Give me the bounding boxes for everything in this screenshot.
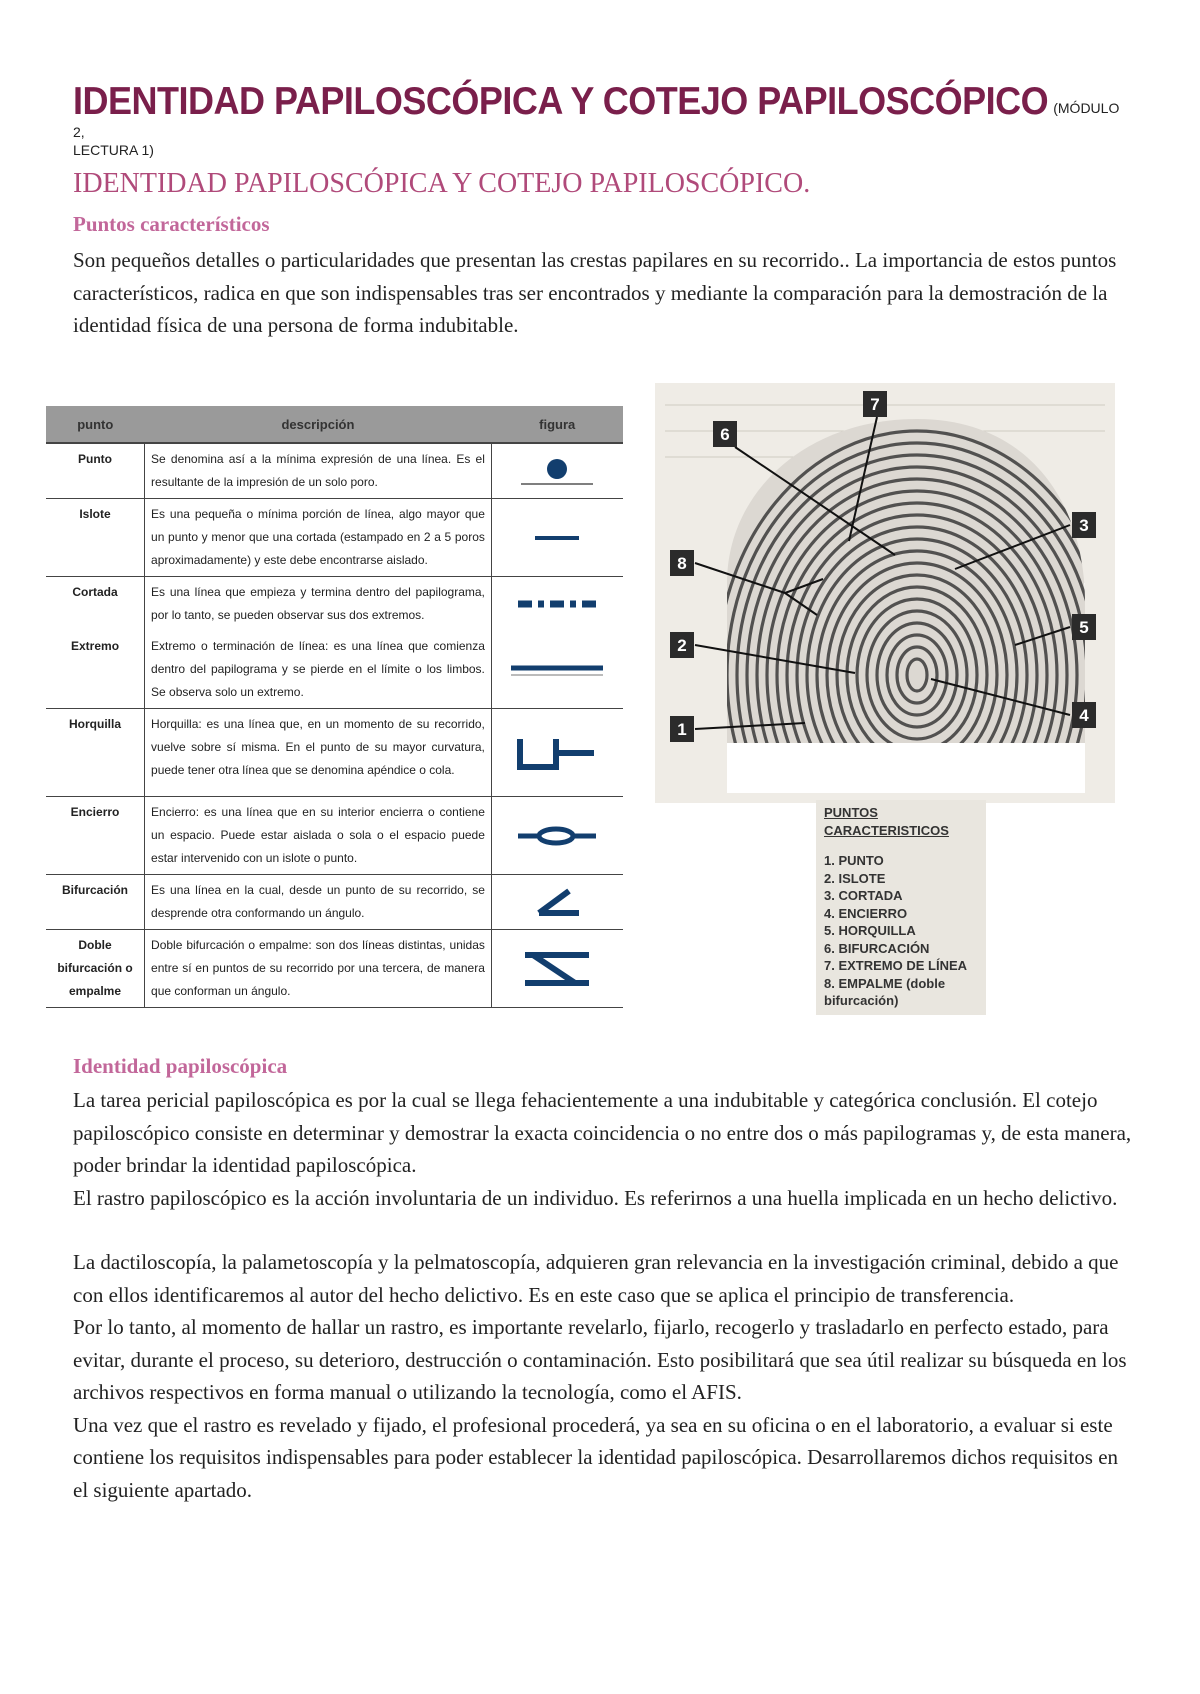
marker-label: 5 [1079,618,1089,637]
islote-figure [491,499,623,577]
section-heading-identidad: Identidad papiloscópica [73,1054,288,1078]
figure-legend [816,800,986,1015]
column-header: figura [491,406,623,443]
row-description: Se denomina así a la mínima expresión de una línea. Es el resultante de la impresión de un solo poro. [145,443,492,499]
section-heading-puntos: Puntos característicos [73,212,270,236]
column-header: punto [46,406,145,443]
row-description: Doble bifurcación o empalme: son dos líneas distintas, unidas entre sí en puntos de su recorrido por una tercera, de manera que conforman un ángulo. [145,930,492,1008]
subtitle: IDENTIDAD PAPILOSCÓPICA Y COTEJO PAPILOSCÓPICO. [73,168,811,199]
section-puntos-text [73,244,1133,342]
bifurcacion-figure [491,875,623,930]
legend-item: 5. HORQUILLA [824,923,916,938]
legend-item: 7. EXTREMO DE LÍNEA [824,958,968,973]
table-row [46,930,623,1008]
row-name: Bifurcación [46,875,145,930]
row-name: Islote [46,499,145,577]
table-row [46,577,623,632]
table-row [46,797,623,875]
fingerprint-figure [655,383,1115,803]
table-row [46,875,623,930]
marker-label: 4 [1079,706,1089,725]
section-identidad-text [73,1084,1133,1506]
marker-label: 3 [1079,516,1089,535]
table-row [46,443,623,499]
legend-item: 1. PUNTO [824,853,884,868]
paragraph: Una vez que el rastro es revelado y fijado, el profesional procederá, ya sea en su oficina o en el laboratorio, a evaluar si este contiene los requisitos indispensables para poder establecer la identidad papiloscópica. Desarrollaremos dichos requisitos en el siguiente apartado. [73,1412,1119,1502]
paragraph: La tarea pericial papiloscópica es por la cual se llega fehacientemente a una indubitable y categórica conclusión. El cotejo papiloscópico consiste en determinar y demostrar la exacta coincidencia o no entre dos o más papilogramas y, de esta manera, poder brindar la identidad papiloscópica. [73,1088,1132,1177]
marker-label: 7 [870,395,880,414]
marker-label: 6 [720,425,730,444]
row-name: Cortada [46,577,145,632]
legend-item: 6. BIFURCACIÓN [824,940,930,956]
title-row [73,80,1133,141]
blank-line [73,1214,1133,1246]
main-title: IDENTIDAD PAPILOSCÓPICA Y COTEJO PAPILOSCÓPICO [73,78,1049,123]
legend-item: 2. ISLOTE [824,870,886,886]
paragraph: Por lo tanto, al momento de hallar un rastro, es importante revelarlo, fijarlo, recogerlo y trasladarlo en perfecto estado, para evitar, durante el proceso, su deterioro, destrucción o contaminación. Esto posibilitará que sea útil realizar su búsqueda en los archivos respectivos en forma manual o utilizando la tecnología, como el AFIS. [73,1315,1127,1404]
horquilla-figure [491,709,623,797]
puntos-table [46,406,623,1008]
row-description: Es una línea que empieza y termina dentro del papilograma, por lo tanto, se pueden observar sus dos extremos. [145,577,492,632]
paragraph: La dactiloscopía, la palametoscopía y la pelmatoscopía, adquieren gran relevancia en la investigación criminal, debido a que con ellos identificaremos al autor del hecho delictivo. Es en este caso que se aplica el principio de transferencia. [73,1250,1119,1307]
marker-label: 1 [677,720,687,739]
legend-item: 3. CORTADA [824,888,903,903]
table-row [46,631,623,709]
legend-item: 4. ENCIERRO [824,905,908,921]
paragraph: El rastro papiloscópico es la acción involuntaria de un individuo. Es referirnos a una huella implicada en un hecho delictivo. [73,1185,1118,1210]
row-description: Es una pequeña o mínima porción de línea, algo mayor que un punto y menor que una cortada (estampado en 2 a 5 poros aproximadamente) y este debe encontrarse aislado. [145,499,492,577]
row-name: Punto [46,443,145,499]
marker-label: 2 [677,636,687,655]
empalme-figure [491,930,623,1008]
legend-title: PUNTOS CARACTERISTICOS [824,805,949,838]
punto-figure [491,443,623,499]
cortada-figure [491,577,623,632]
row-name: Doble bifurcación o empalme [46,930,145,1008]
column-header: descripción [145,406,492,443]
row-name: Encierro [46,797,145,875]
module-note: (MÓDULO 2, [73,100,1120,140]
legend-item: 8. EMPALME (doble bifurcación) [824,975,946,1008]
row-description: Encierro: es una línea que en su interior encierra o contiene un espacio. Puede estar aislada o sola o el espacio puede estar intervenido con un islote o punto. [145,797,492,875]
lectura-note: LECTURA 1) [73,142,154,158]
row-description: Horquilla: es una línea que, en un momento de su recorrido, vuelve sobre sí misma. En el punto de su mayor curvatura, puede tener otra línea que se denomina apéndice o cola. [145,709,492,797]
table-header-row [46,406,623,443]
extremo-figure [491,631,623,709]
row-description: Extremo o terminación de línea: es una línea que comienza dentro del papilograma y se pierde en el límite o los limbos. Se observa solo un extremo. [145,631,492,709]
row-description: Es una línea en la cual, desde un punto de su recorrido, se desprende otra conformando un ángulo. [145,875,492,930]
row-name: Extremo [46,631,145,709]
table-row [46,709,623,797]
legend-list [824,852,978,1010]
encierro-figure [491,797,623,875]
marker-label: 8 [677,554,687,573]
row-name: Horquilla [46,709,145,797]
paragraph: Son pequeños detalles o particularidades que presentan las crestas papilares en su recorrido.. La importancia de estos puntos característicos, radica en que son indispensables tras ser encontrados y mediante la comparación para la demostración de la identidad física de una persona de forma indubitable. [73,248,1117,337]
table-row [46,499,623,577]
